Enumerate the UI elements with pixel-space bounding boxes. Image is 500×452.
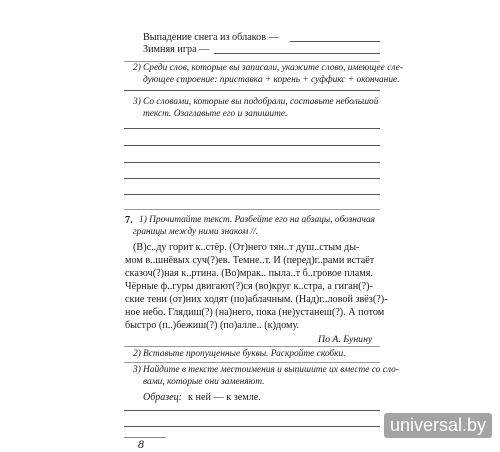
sample-text: к ней — к земле. <box>188 392 261 403</box>
answer-line <box>124 194 380 195</box>
task-text-line: дующее строение: приставка + корень + суффикс + окончание. <box>143 75 400 85</box>
task-text-line: Вставьте пропущенные буквы. Раскройте скобки. <box>143 349 346 359</box>
answer-line <box>124 178 380 179</box>
task-number: 2) <box>133 349 141 359</box>
task-number: 2) <box>133 63 141 73</box>
task-text-line: Найдите в тексте местоимения и выпишите их вместе со сло- <box>143 365 399 375</box>
text-line: Чёрные ф..гуры двигают(?)ся (во)круг к..стра, а гиган(?)- <box>125 281 373 292</box>
divider <box>124 209 380 210</box>
text-line: (В)с..ду горит к..стёр. (От)него тян..т душ..стым ды- <box>133 242 360 253</box>
answer-line <box>124 410 380 411</box>
text-author: По А. Бунину <box>318 334 373 345</box>
task-text-line: 1) Прочитайте текст. Разбейте его на абзацы, обозначая <box>139 215 375 225</box>
task-text-line: Со словами, которые вы подобрали, составьте небольшой <box>143 97 379 107</box>
answer-line <box>290 41 380 42</box>
task-number: 3) <box>133 97 141 107</box>
text-line: мом в..шнёвых суч(?)ев. Темне..т. И (перед)г..рами встаёт <box>125 255 375 266</box>
exercise-number: 7. <box>125 215 133 226</box>
task-number: 3) <box>133 365 141 375</box>
text-line: сказоч(?)ная к..ртина. (Во)мрак.. пыла..т б..гровое пламя. <box>125 268 373 279</box>
task-text-line: Среди слов, которые вы записали, укажите слово, имеющее сле- <box>143 63 403 73</box>
text-line: ские тени (от)них ходят (по)аблачным. (Над)г..ловой звёз(?)- <box>125 294 388 305</box>
divider <box>124 346 380 347</box>
answer-line <box>214 53 380 54</box>
answer-line <box>124 128 380 129</box>
answer-line-label-1: Выпадение снега из облаков — <box>143 32 279 43</box>
task-text-line: вами, которые они заменяют. <box>143 377 265 387</box>
page-number-rule <box>124 437 166 438</box>
answer-line-label-2: Зимняя игра — <box>143 44 210 55</box>
answer-line <box>124 426 380 427</box>
page-number: 8 <box>138 437 144 451</box>
text-line: быстро (п..)бежиш(?) (по)алле.. (к)дому. <box>125 320 300 331</box>
answer-line <box>124 145 380 146</box>
task-text-line: текст. Озаглавьте его и запишите. <box>143 109 288 119</box>
task-text-line: границы между ними знаком //. <box>133 227 259 237</box>
answer-line <box>124 162 380 163</box>
answer-line <box>124 90 380 91</box>
divider <box>124 362 380 363</box>
watermark-logo: universal.by <box>384 413 492 438</box>
text-line: ное небо. Глядиш(?) (на)него, пока (не)устанеш(?). А потом <box>125 307 385 318</box>
sample-label: Образец: <box>143 392 182 403</box>
